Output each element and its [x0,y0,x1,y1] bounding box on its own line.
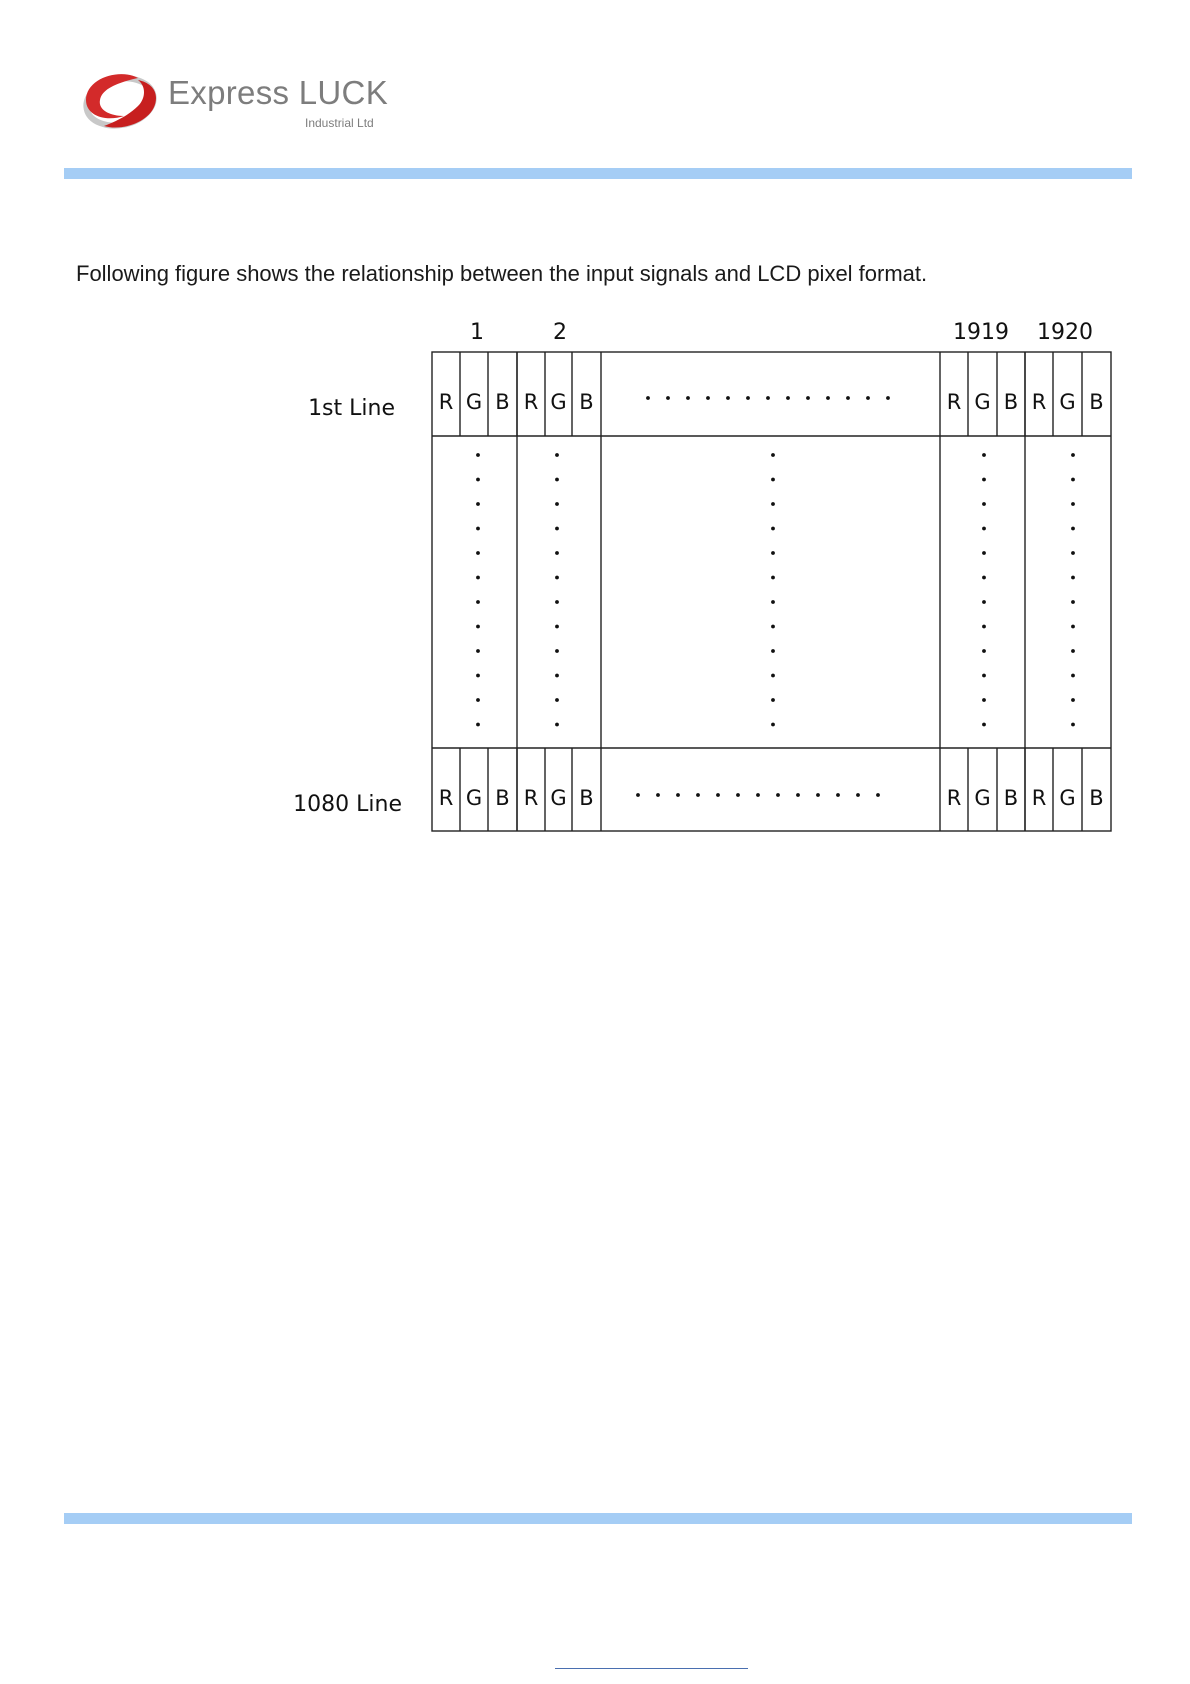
subpixel-label-b: B [1089,786,1104,810]
ellipsis-dot [476,600,480,604]
ellipsis-dot [676,793,680,797]
ellipsis-dot [476,527,480,531]
ellipsis-dot [1071,502,1075,506]
subpixel-label-g: G [1059,390,1076,414]
ellipsis-dot [476,723,480,727]
subpixel-label-r: R [946,786,962,810]
ellipsis-dot [771,698,775,702]
column-number: 1919 [953,320,1009,345]
ellipsis-dot [646,396,650,400]
ellipsis-dot [555,478,559,482]
ellipsis-dot [706,396,710,400]
subpixel-label-g: G [974,786,991,810]
ellipsis-dot [982,674,986,678]
ellipsis-dot [555,698,559,702]
subpixel-label-g: G [550,786,567,810]
ellipsis-dot [476,649,480,653]
ellipsis-dot [716,793,720,797]
column-number: 1920 [1037,320,1093,345]
ellipsis-dot [1071,600,1075,604]
ellipsis-dot [982,527,986,531]
intro-paragraph: Following figure shows the relationship between the input signals and LCD pixel format. [76,261,928,286]
ellipsis-dot [1071,723,1075,727]
ellipsis-dot [555,551,559,555]
ellipsis-dot [636,793,640,797]
ellipsis-dot [886,396,890,400]
ellipsis-dot [771,576,775,580]
ellipsis-dot [686,396,690,400]
ellipsis-dot [1071,527,1075,531]
ellipsis-dot [771,551,775,555]
ellipsis-dot [476,478,480,482]
ellipsis-dot [982,576,986,580]
ellipsis-dot [555,649,559,653]
subpixel-label-b: B [495,786,510,810]
brand-name: Express LUCK [168,74,389,111]
ellipsis-dot [555,576,559,580]
ellipsis-dot [666,396,670,400]
ellipsis-dot [982,600,986,604]
ellipsis-dot [771,674,775,678]
ellipsis-dot [756,793,760,797]
subpixel-label-g: G [550,390,567,414]
ellipsis-dot [771,600,775,604]
subpixel-label-r: R [523,786,539,810]
ellipsis-dot [766,396,770,400]
subpixel-label-r: R [438,390,454,414]
ellipsis-dot [846,396,850,400]
ellipsis-dot [476,625,480,629]
subpixel-label-r: R [946,390,962,414]
ellipsis-dot [982,502,986,506]
subpixel-label-g: G [1059,786,1076,810]
ellipsis-dot [776,793,780,797]
ellipsis-dot [982,723,986,727]
subpixel-label-g: G [465,786,483,810]
ellipsis-dot [476,453,480,457]
subpixel-label-r: R [1031,786,1047,810]
ellipsis-dot [816,793,820,797]
ellipsis-dot [982,698,986,702]
ellipsis-dot [982,625,986,629]
ellipsis-dot [1071,453,1075,457]
ellipsis-dot [555,453,559,457]
subpixel-label-b: B [579,786,594,810]
ellipsis-dot [771,478,775,482]
ellipsis-dot [555,600,559,604]
subpixel-label-b: B [1003,390,1019,414]
ellipsis-dot [1071,674,1075,678]
ellipsis-dot [786,396,790,400]
ellipsis-dot [771,625,775,629]
ellipsis-dot [806,396,810,400]
ellipsis-dot [982,478,986,482]
ellipsis-dot [656,793,660,797]
row-label-first: 1st Line [308,396,395,421]
ellipsis-dot [796,793,800,797]
figure-frame [432,352,1111,831]
ellipsis-dot [555,674,559,678]
ellipsis-dot [1071,649,1075,653]
ellipsis-dot [836,793,840,797]
subpixel-label-g: G [465,390,483,414]
ellipsis-dot [555,723,559,727]
ellipsis-dot [476,698,480,702]
subpixel-label-r: R [523,390,539,414]
ellipsis-dot [982,551,986,555]
ellipsis-dot [1071,576,1075,580]
ellipsis-dot [476,502,480,506]
ellipsis-dot [696,793,700,797]
ellipsis-dot [771,649,775,653]
ellipsis-dot [736,793,740,797]
ellipsis-dot [771,502,775,506]
footer-link-underline[interactable] [555,1668,748,1669]
ellipsis-dot [1071,551,1075,555]
column-number: 2 [553,320,567,345]
subpixel-label-b: B [1089,390,1104,414]
subpixel-label-b: B [495,390,510,414]
ellipsis-dot [771,723,775,727]
subpixel-label-r: R [438,786,454,810]
ellipsis-dot [771,527,775,531]
ellipsis-dot [1071,625,1075,629]
ellipsis-dot [866,396,870,400]
ellipsis-dot [826,396,830,400]
ellipsis-dot [771,453,775,457]
column-number: 1 [470,320,484,345]
ellipsis-dot [982,453,986,457]
ellipsis-dot [1071,698,1075,702]
ellipsis-dot [876,793,880,797]
brand-subtitle: Industrial Ltd [305,116,374,130]
ellipsis-dot [555,502,559,506]
ellipsis-dot [476,674,480,678]
row-label-last: 1080 Line [293,792,402,817]
subpixel-label-g: G [974,390,991,414]
ellipsis-dot [555,527,559,531]
ellipsis-dot [982,649,986,653]
ellipsis-dot [746,396,750,400]
ellipsis-dot [1071,478,1075,482]
ellipsis-dot [856,793,860,797]
subpixel-label-b: B [579,390,594,414]
ellipsis-dot [726,396,730,400]
ellipsis-dot [476,551,480,555]
subpixel-label-b: B [1003,786,1019,810]
footer-rule [64,1513,1132,1524]
subpixel-label-r: R [1031,390,1047,414]
ellipsis-dot [555,625,559,629]
ellipsis-dot [476,576,480,580]
